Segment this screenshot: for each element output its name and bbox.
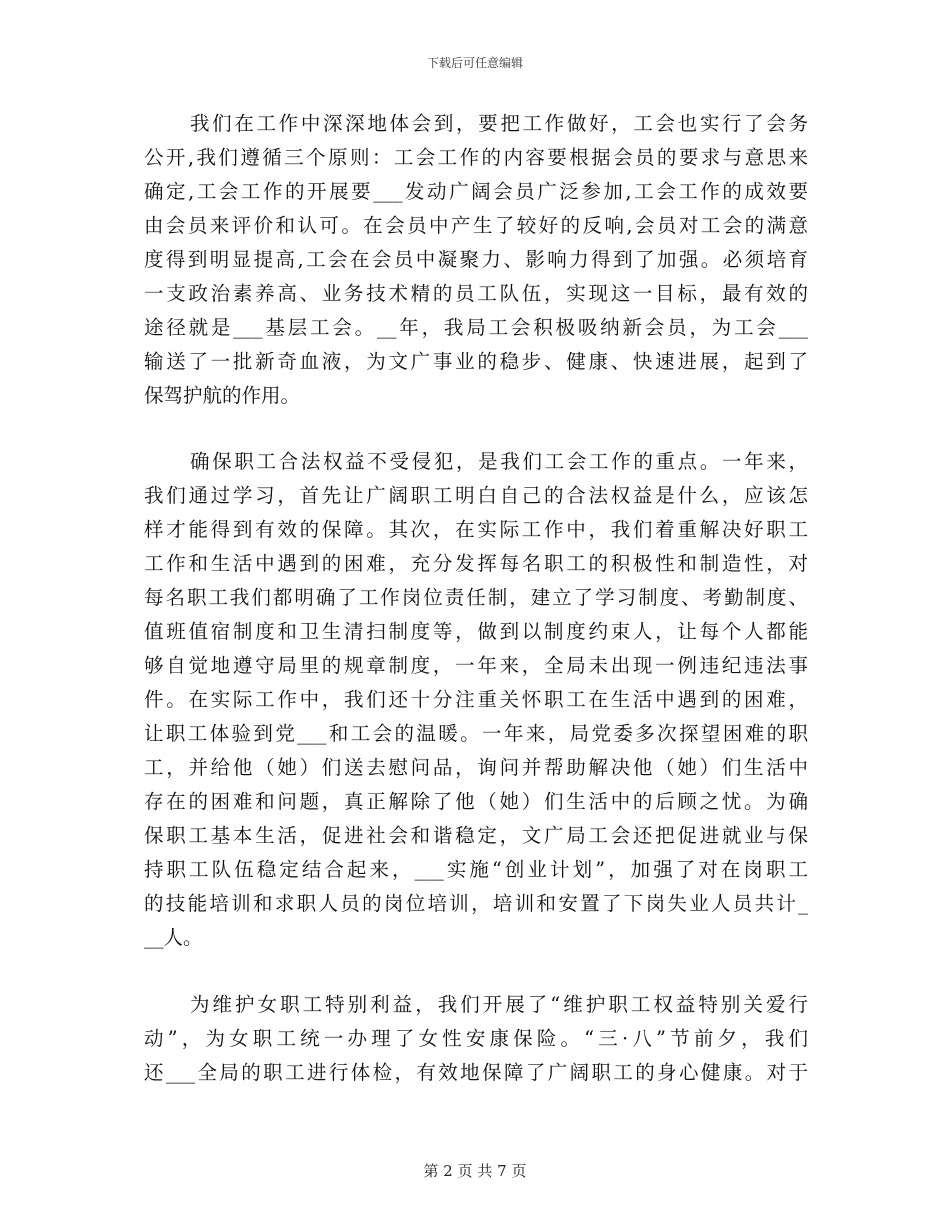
page-header-note: 下载后可任意编辑 [426, 56, 523, 70]
text-line: 输送了一批新奇血液，为文广事业的稳步、健康、快速进展，起到了 [144, 350, 808, 373]
text-line: 样才能得到有效的保障。其次，在实际工作中，我们着重解决好职工 [144, 518, 808, 541]
text-line: 我们在工作中深深地体会到，要把工作做好，工会也实行了会务 [190, 112, 808, 135]
text-line: 工，并给他（她）们送去慰问品，询问并帮助解决他（她）们生活中 [144, 756, 808, 779]
text-line: 存在的困难和问题，真正解除了他（她）们生活中的后顾之忧。为确 [144, 790, 808, 813]
page-number: 第 2 页 共 7 页 [423, 1162, 527, 1180]
text-line: 公开,我们遵循三个原则：工会工作的内容要根据会员的要求与意思来 [144, 146, 808, 169]
text-line: 保驾护航的作用。 [144, 384, 301, 407]
text-line: 够自觉地遵守局里的规章制度，一年来，全局未出现一例违纪违法事 [144, 654, 808, 677]
text-line: 为维护女职工特别利益，我们开展了“维护职工权益特别关爱行 [190, 993, 808, 1016]
text-line: __人。 [144, 926, 203, 949]
text-line: 持职工队伍稳定结合起来，___实施“创业计划”，加强了对在岗职工 [144, 858, 808, 881]
text-line: 件。在实际工作中，我们还十分注重关怀职工在生活中遇到的困难， [144, 688, 808, 711]
text-line: 一支政治素养高、业务技术精的员工队伍，实现这一目标，最有效的 [144, 282, 808, 305]
text-line: 确保职工合法权益不受侵犯，是我们工会工作的重点。一年来， [190, 450, 808, 473]
text-line: 途径就是___基层工会。__年，我局工会积极吸纳新会员，为工会___ [144, 316, 808, 339]
text-line: 的技能培训和求职人员的岗位培训，培训和安置了下岗失业人员共计_ [144, 892, 808, 915]
text-line: 确定,工会工作的开展要___发动广阔会员广泛参加,工会工作的成效要 [144, 180, 808, 203]
text-line: 工作和生活中遇到的困难，充分发挥每名职工的积极性和制造性，对 [144, 552, 808, 575]
text-line: 动”，为女职工统一办理了女性安康保险。“三·八”节前夕，我们 [144, 1027, 808, 1050]
text-line: 由会员来评价和认可。在会员中产生了较好的反响,会员对工会的满意 [144, 214, 808, 237]
text-line: 值班值宿制度和卫生清扫制度等，做到以制度约束人，让每个人都能 [144, 620, 808, 643]
text-line: 还___全局的职工进行体检，有效地保障了广阔职工的身心健康。对于 [144, 1061, 808, 1084]
text-line: 让职工体验到党___和工会的温暖。一年来，局党委多次探望困难的职 [144, 722, 808, 745]
text-line: 度得到明显提高,工会在会员中凝聚力、影响力得到了加强。必须培育 [144, 248, 808, 271]
text-line: 保职工基本生活，促进社会和谐稳定，文广局工会还把促进就业与保 [144, 824, 808, 847]
text-line: 我们通过学习，首先让广阔职工明白自己的合法权益是什么，应该怎 [144, 484, 808, 507]
text-line: 每名职工我们都明确了工作岗位责任制，建立了学习制度、考勤制度、 [144, 586, 808, 609]
